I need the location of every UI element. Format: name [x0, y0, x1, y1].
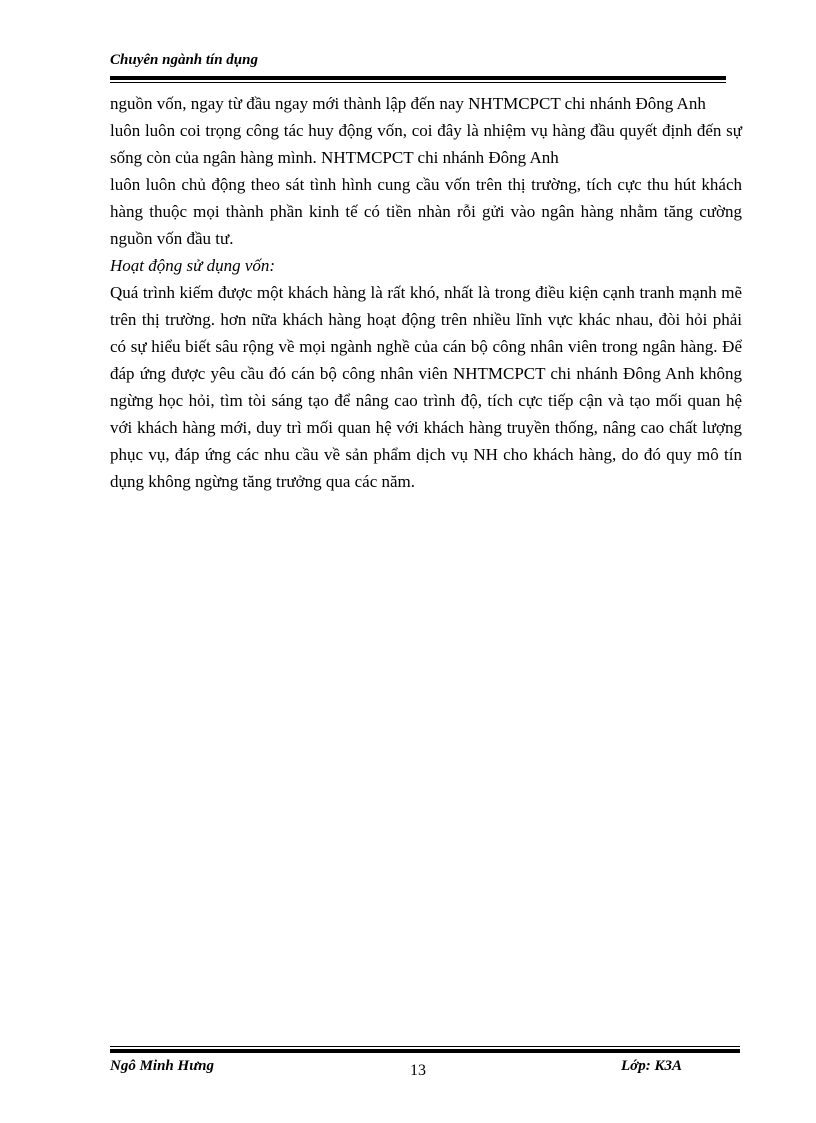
header-title: Chuyên ngành tín dụng — [110, 52, 258, 68]
header-divider — [110, 76, 726, 84]
section-heading: Hoạt động sử dụng vốn: — [110, 256, 276, 275]
footer-divider — [110, 1046, 740, 1054]
header-divider-thin — [110, 82, 726, 83]
page-number: 13 — [410, 1062, 426, 1079]
footer-divider-thick — [110, 1049, 740, 1053]
footer-class: Lớp: K3A — [621, 1058, 682, 1074]
paragraph-3: luôn luôn chủ động theo sát tình hình cung cầu vốn trên thị trường, tích cực thu hút khách hàng thuộc mọi thành phần kinh tế có tiền nhàn rỗi gửi vào ngân hàng nhằm tăng cường nguồn vốn đầu tư. — [110, 175, 742, 248]
document-body — [110, 90, 742, 495]
header-divider-thick — [110, 76, 726, 80]
paragraph-2: luôn luôn coi trọng công tác huy động vốn, coi đây là nhiệm vụ hàng đầu quyết định đến sự sống còn của ngân hàng mình. NHTMCPCT chi nhánh Đông Anh — [110, 121, 742, 167]
footer-divider-thin — [110, 1046, 740, 1047]
footer-author: Ngô Minh Hưng — [110, 1058, 215, 1074]
paragraph-1: nguồn vốn, ngay từ đầu ngay mới thành lập đến nay NHTMCPCT chi nhánh Đông Anh — [110, 94, 706, 113]
paragraph-4: Quá trình kiếm được một khách hàng là rất khó, nhất là trong điều kiện cạnh tranh mạnh mẽ trên thị trường. hơn nữa khách hàng hoạt động trên nhiều lĩnh vực khác nhau, đòi hỏi phải có sự hiểu biết sâu rộng về mọi ngành nghề của cán bộ công nhân viên trong ngân hàng. Để đáp ứng được yêu cầu đó cán bộ công nhân viên NHTMCPCT chi nhánh Đông Anh không ngừng học hỏi, tìm tòi sáng tạo để nâng cao trình độ, tích cực tiếp cận và tạo mối quan hệ với khách hàng mới, duy trì mối quan hệ với khách hàng truyền thống, nâng cao chất lượng phục vụ, đáp ứng các nhu cầu về sản phẩm dịch vụ NH cho khách hàng, do đó quy mô tín dụng không ngừng tăng trưởng qua các năm. — [110, 283, 742, 491]
